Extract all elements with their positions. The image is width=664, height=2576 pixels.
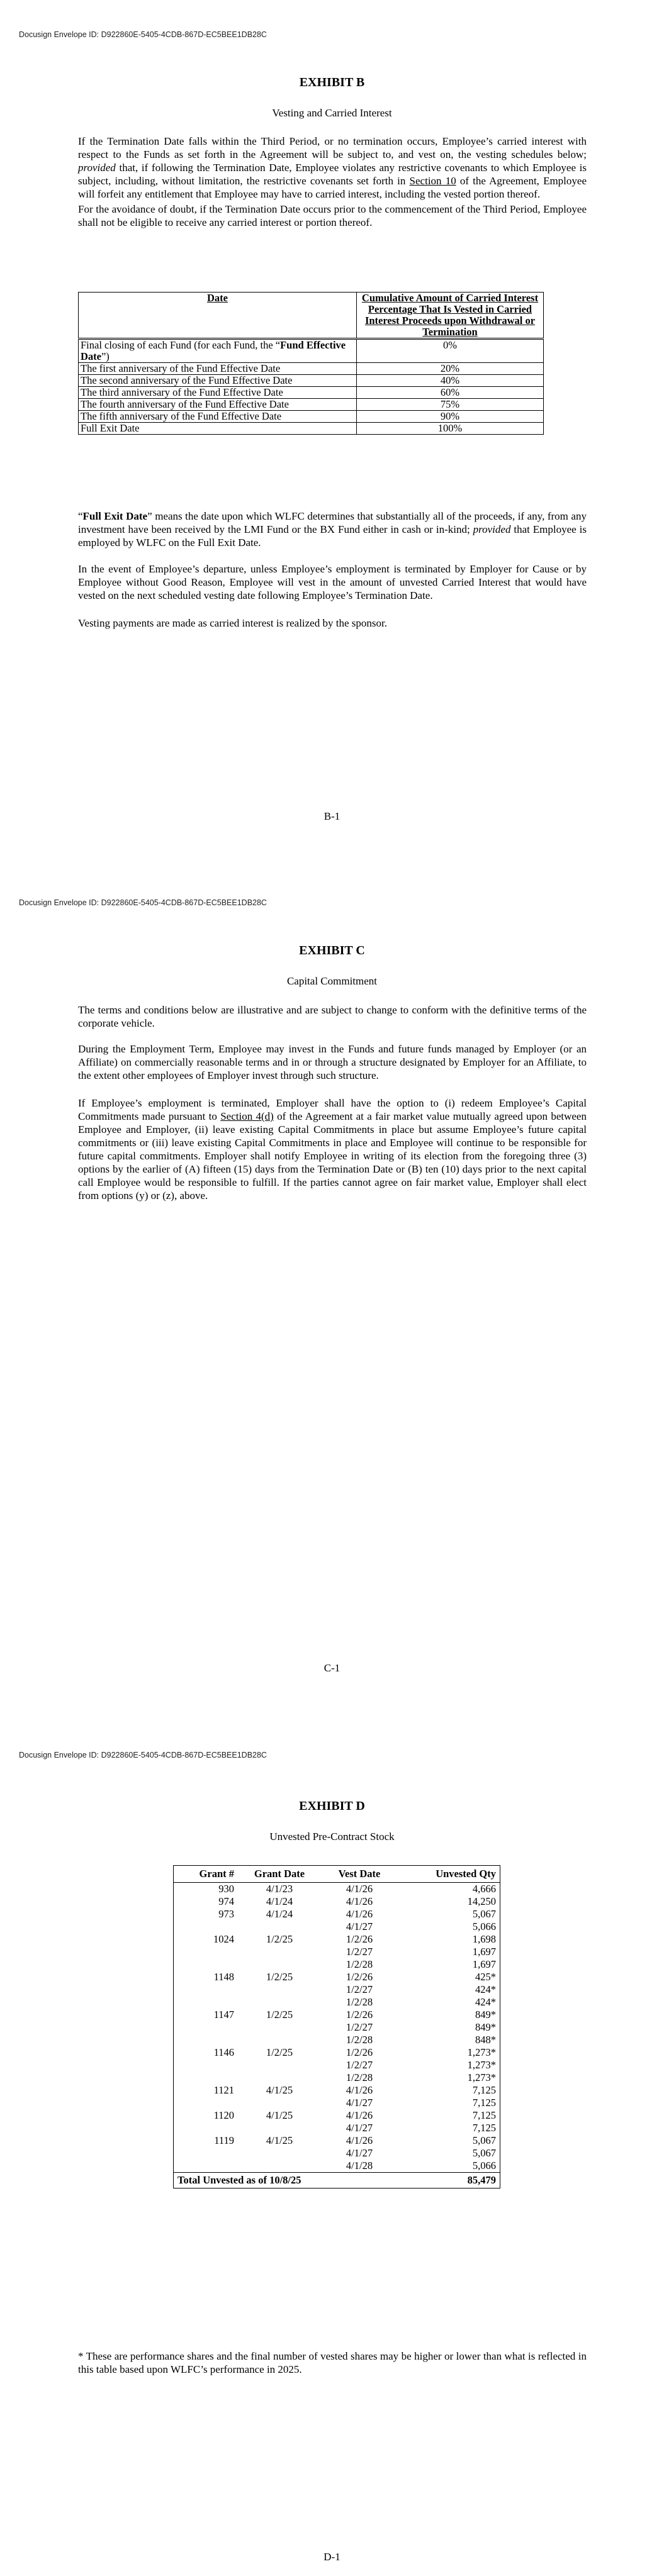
grant-number-cell <box>174 1958 239 1971</box>
vesting-pct-cell: 75% <box>357 399 544 411</box>
grant-date-cell: 4/1/25 <box>266 2109 293 2121</box>
exhibit-b-paragraph-5: Vesting payments are made as carried interest is realized by the sponsor. <box>78 617 387 629</box>
grant-number-cell <box>174 1983 239 1996</box>
grant-date-cell: 1/2/25 <box>266 2009 293 2021</box>
table-row <box>174 1921 500 1933</box>
exhibit-c-paragraph-1: The terms and conditions below are illustrative and are subject to change to conform with the definitive terms of the corporate vehicle. <box>78 1004 587 1029</box>
vest-date-cell: 4/1/26 <box>346 1883 373 1895</box>
vest-date-cell: 4/1/27 <box>346 2122 373 2134</box>
vest-date-cell: 4/1/26 <box>346 1908 373 1920</box>
grant-number-cell: 1119 <box>214 2134 234 2146</box>
grant-date-cell: 1/2/25 <box>266 2046 293 2058</box>
page-number-b: B-1 <box>324 810 340 822</box>
grant-date-cell: 1/2/25 <box>266 1933 293 1945</box>
page-exhibit-d <box>0 1720 664 2576</box>
vest-date-cell: 1/2/27 <box>346 2021 373 2033</box>
grant-date-cell: 4/1/25 <box>266 2134 293 2146</box>
grant-number-cell: 974 <box>218 1895 234 1907</box>
unvested-qty-cell: 7,125 <box>472 2109 496 2121</box>
vesting-date-cell: Final closing of each Fund (for each Fund, the “Fund Effective Date”) <box>79 339 357 363</box>
section-4d-reference: Section 4(d) <box>220 1110 274 1122</box>
col-grant-number: Grant # <box>174 1866 239 1883</box>
grant-date-cell <box>238 2160 321 2173</box>
vesting-pct-cell: 90% <box>357 411 544 423</box>
grant-number-cell: 1146 <box>213 2046 234 2058</box>
grant-date-cell <box>238 2122 321 2134</box>
vest-date-cell: 1/2/28 <box>346 2034 373 2046</box>
page-exhibit-b <box>0 0 664 868</box>
vest-date-cell: 1/2/26 <box>346 1933 373 1945</box>
vest-date-cell: 1/2/27 <box>346 1946 373 1958</box>
unvested-qty-cell: 1,273* <box>467 2071 496 2083</box>
vest-date-cell: 1/2/27 <box>346 1983 373 1995</box>
unvested-qty-cell: 7,125 <box>472 2097 496 2109</box>
vest-date-cell: 1/2/28 <box>346 2071 373 2083</box>
table-row <box>79 399 544 411</box>
table-row <box>79 339 544 363</box>
page-number-d: D-1 <box>324 2551 340 2563</box>
grant-number-cell <box>174 2097 239 2109</box>
col-grant-date: Grant Date <box>238 1866 321 1883</box>
total-value: 85,479 <box>398 2173 500 2188</box>
table-row <box>174 2122 500 2134</box>
vesting-pct-cell: 60% <box>357 387 544 399</box>
envelope-id: Docusign Envelope ID: D922860E-5405-4CDB-867D-EC5BEE1DB28C <box>19 898 267 907</box>
grant-date-cell: 4/1/24 <box>266 1895 293 1907</box>
exhibit-c-paragraph-2: During the Employment Term, Employee may invest in the Funds and future funds managed by Employer (or an Affiliate) on commercially reasonable terms and in or through a structure designated by Employer for an Affiliate, to the extent other employees of Employer invest through such structure. <box>78 1043 587 1081</box>
grant-number-cell <box>174 2034 239 2046</box>
col-unvested-qty: Unvested Qty <box>398 1866 500 1883</box>
table-row <box>174 1958 500 1971</box>
table-row <box>174 2084 500 2097</box>
grant-number-cell <box>174 1921 239 1933</box>
table-row <box>174 1895 500 1908</box>
unvested-qty-cell: 1,698 <box>472 1933 496 1945</box>
unvested-qty-cell: 424* <box>475 1996 496 2008</box>
grant-number-cell <box>174 2160 239 2173</box>
vest-date-cell: 4/1/26 <box>346 1895 373 1907</box>
grant-number-cell <box>174 2122 239 2134</box>
unvested-qty-cell: 849* <box>475 2009 496 2021</box>
grant-date-cell <box>238 2059 321 2071</box>
grant-date-cell <box>238 1983 321 1996</box>
unvested-qty-cell: 425* <box>475 1971 496 1983</box>
grant-number-cell: 930 <box>218 1883 234 1895</box>
grant-date-cell <box>238 2147 321 2160</box>
vest-date-cell: 4/1/27 <box>346 1921 373 1932</box>
grant-date-cell <box>238 2021 321 2034</box>
unvested-qty-cell: 5,067 <box>472 2147 496 2159</box>
grant-number-cell: 973 <box>218 1908 234 1920</box>
unvested-qty-cell: 4,666 <box>472 1883 496 1895</box>
vesting-pct-cell: 40% <box>357 375 544 387</box>
envelope-id: Docusign Envelope ID: D922860E-5405-4CDB-867D-EC5BEE1DB28C <box>19 30 267 39</box>
exhibit-b-paragraph-2: For the avoidance of doubt, if the Termination Date occurs prior to the commencement of the Third Period, Employee shall not be eligible to receive any carried interest or portion thereof. <box>78 203 587 228</box>
grant-date-cell: 4/1/23 <box>266 1883 293 1895</box>
table-row <box>79 363 544 375</box>
unvested-qty-cell: 14,250 <box>467 1895 496 1907</box>
vesting-pct-cell: 0% <box>357 339 544 363</box>
table-row <box>174 1933 500 1946</box>
unvested-qty-cell: 5,067 <box>472 2134 496 2146</box>
envelope-id: Docusign Envelope ID: D922860E-5405-4CDB-867D-EC5BEE1DB28C <box>19 1751 267 1759</box>
vest-date-cell: 1/2/28 <box>346 1958 373 1970</box>
vest-date-cell: 1/2/28 <box>346 1996 373 2008</box>
vest-date-cell: 4/1/26 <box>346 2084 373 2096</box>
table-row <box>174 1908 500 1921</box>
unvested-qty-cell: 5,066 <box>472 2160 496 2172</box>
unvested-qty-cell: 1,697 <box>472 1958 496 1970</box>
unvested-qty-cell: 7,125 <box>472 2122 496 2134</box>
page-exhibit-c <box>0 868 664 1720</box>
table-row <box>174 2160 500 2173</box>
table-row <box>174 1983 500 1996</box>
vesting-col-cumulative: Cumulative Amount of Carried Interest Percentage That Is Vested in Carried Interest Proceeds upon Withdrawal or Termination <box>357 293 544 339</box>
col-vest-date: Vest Date <box>321 1866 398 1883</box>
grant-date-cell <box>238 1996 321 2009</box>
vest-date-cell: 1/2/26 <box>346 2009 373 2021</box>
vest-date-cell: 4/1/27 <box>346 2097 373 2109</box>
page-number-c: C-1 <box>324 1662 340 1674</box>
table-row <box>174 1883 500 1896</box>
grant-number-cell <box>174 2071 239 2084</box>
table-row <box>174 2046 500 2059</box>
vest-date-cell: 1/2/26 <box>346 1971 373 1983</box>
grant-number-cell: 1121 <box>213 2084 234 2096</box>
table-row <box>174 2097 500 2109</box>
vesting-schedule-table <box>78 292 544 435</box>
grant-date-cell <box>238 2071 321 2084</box>
exhibit-d-footnote: * These are performance shares and the final number of vested shares may be higher or lower than what is reflected in this table based upon WLFC’s performance in 2025. <box>78 2350 587 2375</box>
exhibit-b-paragraph-4: In the event of Employee’s departure, unless Employee’s employment is terminated by Employer for Cause or by Employee without Good Reason, Employee will vest in the amount of unvested Carried Interest that would have vested on the next scheduled vesting date following Employee’s Termination Date. <box>78 563 587 601</box>
unvested-qty-cell: 424* <box>475 1983 496 1995</box>
grant-date-cell <box>238 2034 321 2046</box>
unvested-qty-cell: 848* <box>475 2034 496 2046</box>
exhibit-b-title: EXHIBIT B <box>299 75 365 89</box>
exhibit-c-subtitle: Capital Commitment <box>286 975 378 987</box>
table-row <box>174 1946 500 1958</box>
exhibit-c-title: EXHIBIT C <box>299 944 365 957</box>
total-row <box>174 2173 500 2188</box>
unvested-qty-cell: 1,273* <box>467 2059 496 2071</box>
exhibit-d-subtitle: Unvested Pre-Contract Stock <box>269 1831 395 1843</box>
table-row <box>174 1971 500 1983</box>
unvested-qty-cell: 1,273* <box>467 2046 496 2058</box>
table-row <box>79 387 544 399</box>
vesting-date-cell: The third anniversary of the Fund Effective Date <box>79 387 357 399</box>
vesting-date-cell: The second anniversary of the Fund Effective Date <box>79 375 357 387</box>
exhibit-b-paragraph-3: “Full Exit Date” means the date upon which WLFC determines that substantially all of the proceeds, if any, from any investment have been received by the LMI Fund or the BX Fund either in cash or in-kind; provided that Employee is employed by WLFC on the Full Exit Date. <box>78 510 587 549</box>
vesting-date-cell: The fourth anniversary of the Fund Effective Date <box>79 399 357 411</box>
unvested-qty-cell: 849* <box>475 2021 496 2033</box>
grant-number-cell <box>174 2059 239 2071</box>
grant-number-cell: 1120 <box>213 2109 234 2121</box>
vesting-pct-cell: 20% <box>357 363 544 375</box>
vest-date-cell: 4/1/27 <box>346 2147 373 2159</box>
unvested-qty-cell: 7,125 <box>472 2084 496 2096</box>
table-row <box>174 2034 500 2046</box>
grant-number-cell: 1148 <box>213 1971 234 1983</box>
vesting-date-cell: The fifth anniversary of the Fund Effective Date <box>79 411 357 423</box>
vest-date-cell: 4/1/26 <box>346 2109 373 2121</box>
exhibit-b-subtitle: Vesting and Carried Interest <box>272 107 392 119</box>
vesting-pct-cell: 100% <box>357 423 544 435</box>
table-row <box>174 2134 500 2147</box>
table-row <box>79 375 544 387</box>
unvested-stock-table <box>173 1865 500 2188</box>
grant-date-cell <box>238 1958 321 1971</box>
grant-number-cell <box>174 2021 239 2034</box>
vest-date-cell: 1/2/26 <box>346 2046 373 2058</box>
exhibit-b-paragraph-1: If the Termination Date falls within the Third Period, or no termination occurs, Employee’s carried interest with respect to the Funds as set forth in the Agreement will be subject to, and vest on, the vesting schedules below; provided that, if following the Termination Date, Employee violates any restrictive covenants to which Employee is subject, including, without limitation, the restrictive covenants set forth in Section 10 of the Agreement, Employee will forfeit any entitlement that Employee may have to carried interest, including the vested portion thereof. <box>78 135 587 200</box>
table-row <box>174 2109 500 2122</box>
grant-number-cell <box>174 2147 239 2160</box>
unvested-qty-cell: 5,066 <box>472 1921 496 1932</box>
table-row <box>174 2021 500 2034</box>
grant-number-cell: 1147 <box>213 2009 234 2021</box>
table-row <box>174 2009 500 2021</box>
exhibit-d-title: EXHIBIT D <box>299 1799 365 1813</box>
grant-date-cell <box>238 2097 321 2109</box>
grant-date-cell <box>238 1921 321 1933</box>
grant-date-cell: 4/1/24 <box>266 1908 293 1920</box>
vesting-date-cell: Full Exit Date <box>79 423 357 435</box>
grant-number-cell: 1024 <box>213 1933 234 1945</box>
table-row <box>174 2147 500 2160</box>
table-row <box>79 423 544 435</box>
table-row <box>174 2059 500 2071</box>
unvested-qty-cell: 5,067 <box>472 1908 496 1920</box>
vest-date-cell: 4/1/28 <box>346 2160 373 2172</box>
vesting-col-date: Date <box>79 293 357 339</box>
exhibit-c-paragraph-3: If Employee’s employment is terminated, Employer shall have the option to (i) redeem Employee’s Capital Commitments made pursuant to Section 4(d) of the Agreement at a fair market value mutually agreed upon between Employee and Employer, (ii) leave existing Capital Commitments in place but assume Employee’s future capital commitments or (iii) leave existing Capital Commitments in place and Employee will continue to be responsible for future capital commitments. Employer shall notify Employee in writing of its election from the foregoing three (3) options by the earlier of (A) fifteen (15) days from the Termination Date or (B) ten (10) days prior to the next capital call Employee would be responsible to fulfill. If the parties cannot agree on fair market value, Employer shall elect from options (y) or (z), above. <box>78 1097 587 1202</box>
table-row <box>174 2071 500 2084</box>
grant-date-cell: 1/2/25 <box>266 1971 293 1983</box>
grant-number-cell <box>174 1996 239 2009</box>
vesting-date-cell: The first anniversary of the Fund Effective Date <box>79 363 357 375</box>
vest-date-cell: 4/1/26 <box>346 2134 373 2146</box>
table-row <box>174 1996 500 2009</box>
table-row <box>79 411 544 423</box>
section-10-reference: Section 10 <box>409 175 456 187</box>
total-label: Total Unvested as of 10/8/25 <box>174 2173 398 2188</box>
unvested-qty-cell: 1,697 <box>472 1946 496 1958</box>
grant-date-cell <box>238 1946 321 1958</box>
vest-date-cell: 1/2/27 <box>346 2059 373 2071</box>
grant-date-cell: 4/1/25 <box>266 2084 293 2096</box>
grant-number-cell <box>174 1946 239 1958</box>
